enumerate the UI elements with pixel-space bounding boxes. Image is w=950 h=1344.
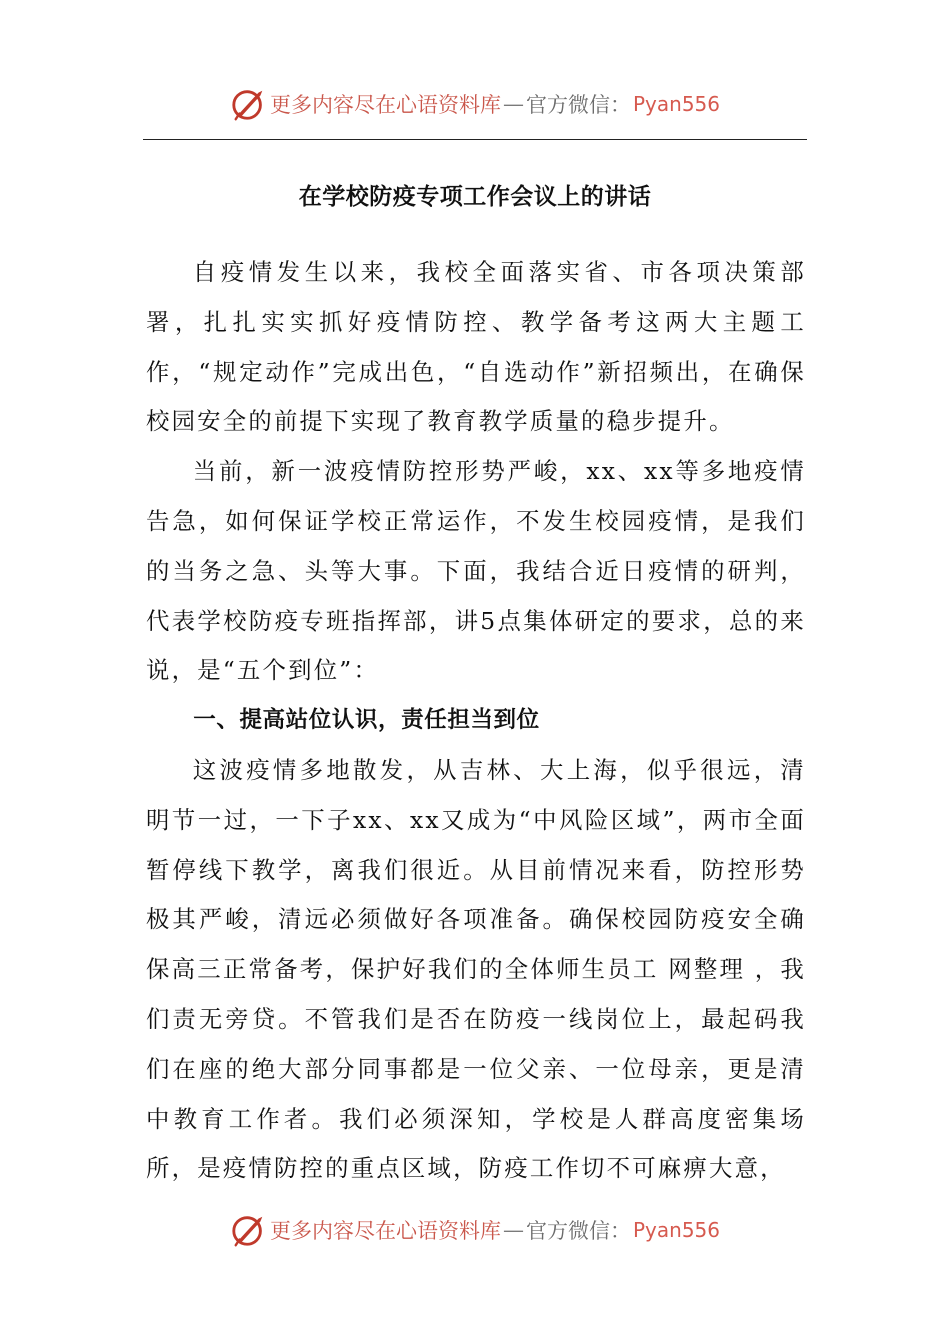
watermark-sub-text: 官方微信： (525, 93, 631, 117)
footer-watermark (0, 1208, 950, 1252)
watermark-separator: — (502, 1218, 524, 1242)
watermark-main-text: 更多内容尽在心语资料库 (269, 93, 501, 117)
quill-logo-icon (230, 85, 268, 123)
paragraph-intro: 自疫情发生以来，我校全面落实省、市各项决策部署，扎扎实实抓好疫情防控、教学备考这两大主题工作，“规定动作”完成出色，“自选动作”新招频出，在确保校园安全的前提下实现了教育教学质量的稳步提升。 (146, 258, 806, 436)
watermark-separator: — (502, 92, 524, 116)
section-heading: 一、提高站位认识，责任担当到位 (193, 707, 540, 734)
paragraph-current-situation: 当前，新一波疫情防控形势严峻，xx、xx等多地疫情告急，如何保证学校正常运作，不发生校园疫情，是我们的当务之急、头等大事。下面，我结合近日疫情的研判，代表学校防疫专班指挥部，讲5点集体研定的要求，总的来说，是“五个到位”： (146, 457, 806, 685)
watermark-sub-text: 官方微信： (525, 1219, 631, 1243)
header-watermark (0, 82, 950, 126)
watermark-main-text: 更多内容尽在心语资料库 (269, 1219, 501, 1243)
watermark-wechat-id: Pyan556 (632, 92, 720, 116)
header-rule (143, 139, 807, 140)
paragraph-section-one: 这波疫情多地散发，从吉林、大上海，似乎很远，清明节一过，一下子xx、xx又成为“中风险区域”，两市全面暂停线下教学，离我们很近。从目前情况来看，防控形势极其严峻，清远必须做好各项准备。确保校园防疫安全确保高三正常备考，保护好我们的全体师生员工 网整理 ，我们责无旁贷。不管我们是否在防疫一线岗位上，最起码我们在座的绝大部分同事都是一位父亲、一位母亲，更是清中教育工作者。我们必须深知，学校是人群高度密集场所，是疫情防控的重点区域，防疫工作切不可麻痹大意， (146, 755, 806, 1183)
quill-logo-icon (230, 1211, 268, 1249)
document-body (146, 248, 806, 1194)
document-title: 在学校防疫专项工作会议上的讲话 (298, 184, 652, 210)
watermark-wechat-id: Pyan556 (632, 1218, 720, 1242)
